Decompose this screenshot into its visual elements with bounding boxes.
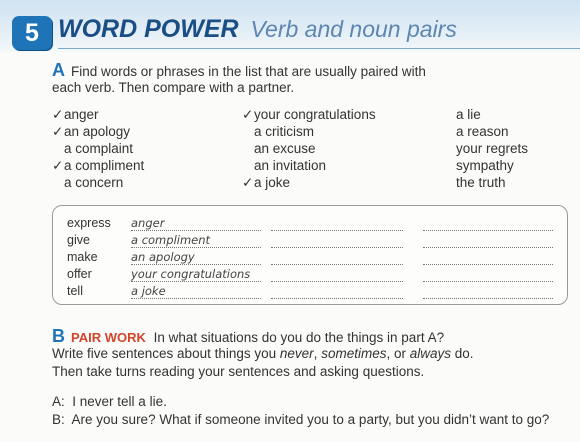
- word-list-item: [52, 140, 144, 157]
- title-divider: [58, 48, 580, 49]
- answer-blank[interactable]: a compliment: [131, 233, 261, 248]
- answer-blank[interactable]: a joke: [131, 284, 261, 299]
- speaker-a: A:: [52, 394, 65, 409]
- word-never: never: [279, 346, 314, 361]
- dialog-line-a: [52, 394, 167, 410]
- pair-work-label: PAIR WORK: [71, 330, 146, 345]
- part-b-line2: [52, 346, 572, 362]
- word-list-text: your regrets: [456, 141, 529, 156]
- word-list-item: [52, 157, 144, 174]
- word-list-item: [444, 174, 528, 191]
- check-mark-icon: ✓: [242, 175, 254, 190]
- word-list-item: [242, 140, 376, 157]
- table-verb: tell: [67, 284, 83, 298]
- word-list-item: [444, 123, 528, 140]
- word-list-col-2: [242, 106, 376, 191]
- word-list-col-1: [52, 106, 144, 191]
- check-mark-icon: ✓: [52, 124, 64, 139]
- empty-answer-blank[interactable]: [271, 267, 403, 282]
- word-always: always: [409, 346, 451, 361]
- word-list-item: [52, 123, 144, 140]
- speaker-a-text: I never tell a lie.: [72, 394, 167, 409]
- word-list-text: a complaint: [64, 141, 134, 156]
- answer-blank[interactable]: your congratulations: [131, 267, 261, 282]
- part-b-line2-pre: Write five sentences about things you: [52, 346, 280, 361]
- part-a-instructions: [52, 62, 472, 96]
- sep1: ,: [313, 346, 322, 361]
- table-row: [53, 233, 567, 250]
- check-mark-icon: ✓: [242, 107, 254, 122]
- word-list-text: sympathy: [456, 158, 514, 173]
- sep2: , or: [386, 346, 410, 361]
- empty-answer-blank[interactable]: [423, 250, 553, 265]
- speaker-b: B:: [52, 412, 65, 427]
- word-list-text: an apology: [64, 124, 131, 139]
- table-verb: make: [67, 250, 98, 264]
- empty-answer-blank[interactable]: [271, 250, 403, 265]
- part-b-instructions: [52, 328, 572, 380]
- dialog-line-b: [52, 412, 549, 428]
- word-list-item: [444, 106, 528, 123]
- word-list-item: [242, 106, 376, 123]
- check-mark-icon: ✓: [52, 107, 64, 122]
- word-list-item: [242, 123, 376, 140]
- word-list-text: a criticism: [254, 124, 314, 139]
- part-b-line2-post: do.: [450, 346, 474, 361]
- empty-answer-blank[interactable]: [423, 216, 553, 231]
- word-list-text: your congratulations: [254, 107, 376, 122]
- part-b-line3: Then take turns reading your sentences and asking questions.: [52, 364, 425, 379]
- empty-answer-blank[interactable]: [423, 267, 553, 282]
- word-list-text: anger: [64, 107, 99, 122]
- word-list-item: [444, 140, 528, 157]
- word-list-text: an excuse: [254, 141, 316, 156]
- section-number-badge: 5: [12, 16, 52, 50]
- word-list-item: [52, 106, 144, 123]
- answer-table: [52, 205, 568, 305]
- word-list-col-3: [444, 106, 528, 191]
- section-title: [58, 15, 457, 47]
- table-row: [53, 284, 567, 301]
- table-row: [53, 216, 567, 233]
- empty-answer-blank[interactable]: [271, 216, 403, 231]
- word-sometimes: sometimes: [321, 346, 387, 361]
- word-list-item: [444, 157, 528, 174]
- part-a-instructions-line2: each verb. Then compare with a partner.: [52, 80, 295, 95]
- word-list-text: a lie: [456, 107, 481, 122]
- word-list-text: the truth: [456, 175, 506, 190]
- part-b-line1-text: In what situations do you do the things in part A?: [153, 330, 445, 345]
- empty-answer-blank[interactable]: [271, 284, 403, 299]
- part-a-letter: A: [52, 60, 65, 80]
- empty-answer-blank[interactable]: [271, 233, 403, 248]
- word-list-item: [242, 174, 376, 191]
- table-verb: offer: [67, 267, 92, 281]
- table-verb: express: [67, 216, 111, 230]
- word-list-text: a reason: [456, 124, 509, 139]
- answer-blank[interactable]: anger: [131, 216, 261, 231]
- word-list-item: [52, 174, 144, 191]
- part-b-line1: [52, 328, 572, 346]
- speaker-b-text: Are you sure? What if someone invited you to a party, but you didn’t want to go?: [71, 412, 550, 427]
- empty-answer-blank[interactable]: [423, 233, 553, 248]
- word-list-text: an invitation: [254, 158, 327, 173]
- table-row: [53, 250, 567, 267]
- part-b-letter: B: [52, 326, 65, 346]
- word-list-text: a joke: [254, 175, 291, 190]
- word-list-text: a compliment: [64, 158, 145, 173]
- check-mark-icon: ✓: [52, 158, 64, 173]
- empty-answer-blank[interactable]: [423, 284, 553, 299]
- table-row: [53, 267, 567, 284]
- table-verb: give: [67, 233, 90, 247]
- title-subtitle: Verb and noun pairs: [250, 16, 457, 42]
- part-a-line1: [52, 62, 472, 80]
- word-list-item: [242, 157, 376, 174]
- word-list-text: a concern: [64, 175, 124, 190]
- part-a-instructions-line1: Find words or phrases in the list that are usually paired with: [71, 64, 426, 79]
- answer-blank[interactable]: an apology: [131, 250, 261, 265]
- title-main: WORD POWER: [58, 15, 239, 43]
